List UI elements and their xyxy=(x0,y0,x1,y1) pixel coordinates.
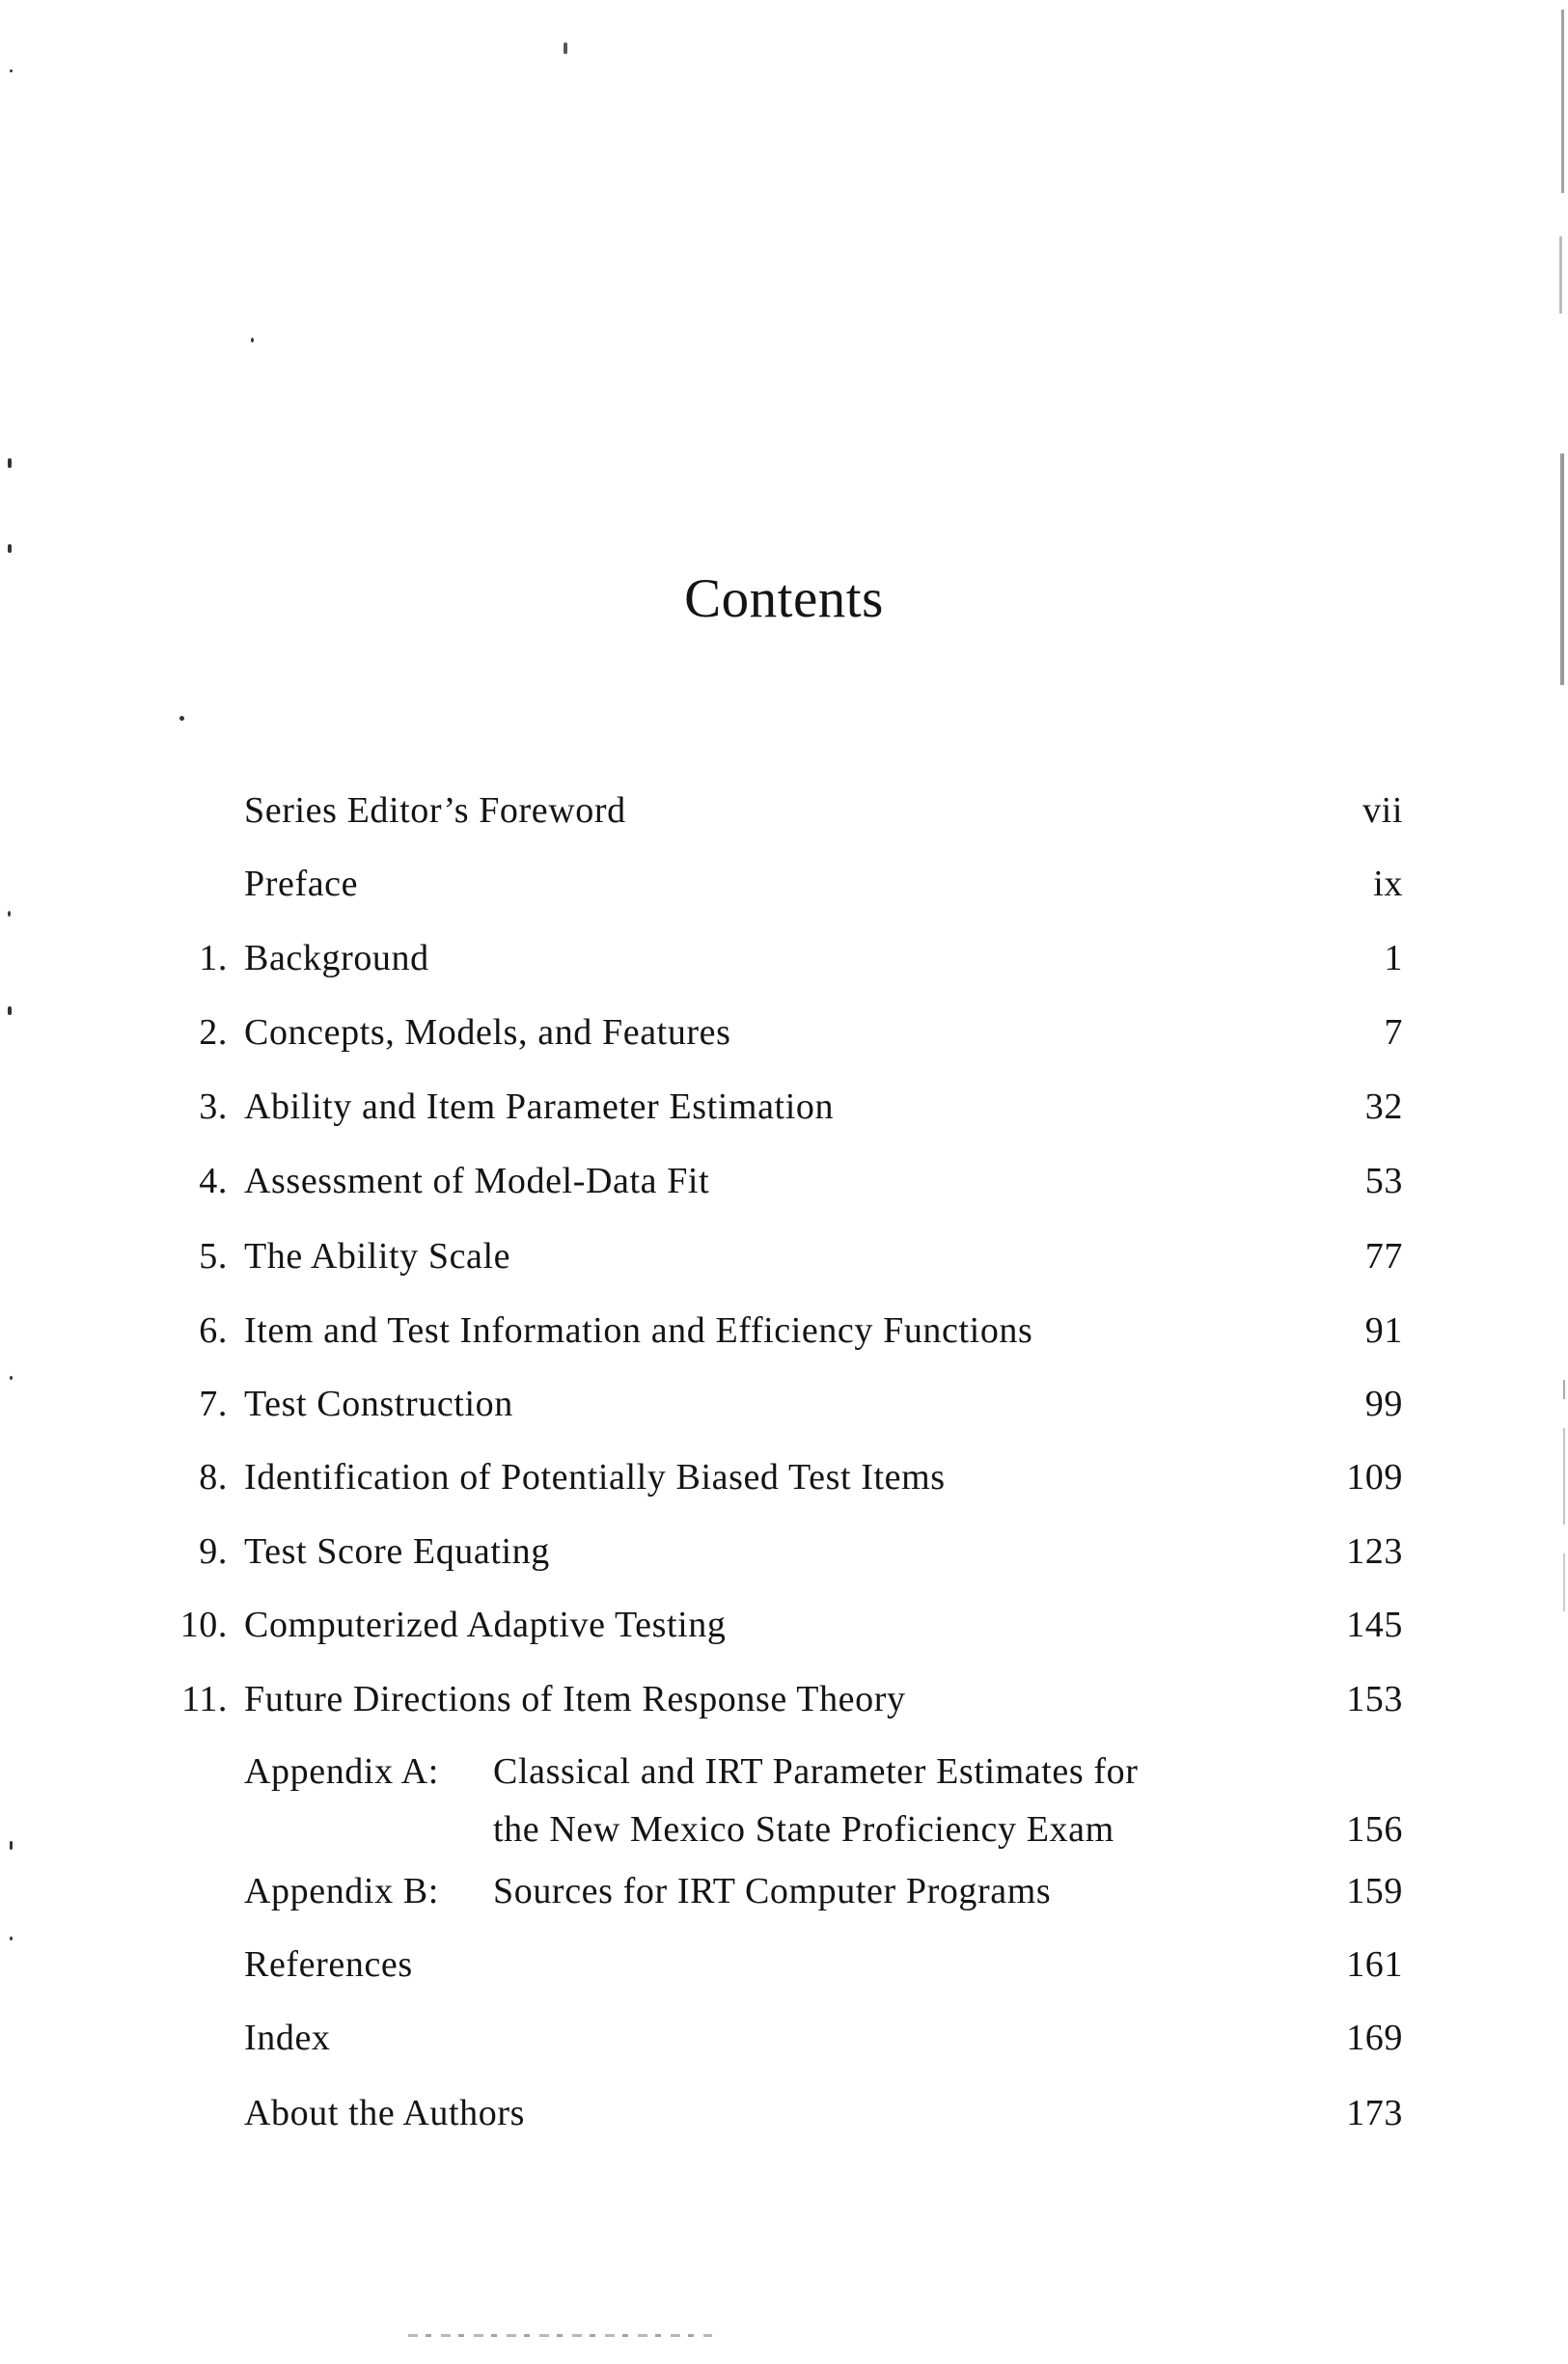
toc-entry-number: 5. xyxy=(199,1236,228,1277)
toc-entry xyxy=(0,1670,1568,1728)
toc-entry xyxy=(0,1523,1568,1581)
toc-entry-title: Identification of Potentially Biased Test Items xyxy=(244,1457,946,1498)
toc-entry xyxy=(0,1936,1568,1993)
toc-entry-title: Series Editor’s Foreword xyxy=(244,790,626,831)
page-title-text: Contents xyxy=(684,568,884,630)
toc-entry-title: Test Construction xyxy=(244,1384,513,1424)
toc-entry xyxy=(0,1078,1568,1136)
toc-entry-title: Ability and Item Parameter Estimation xyxy=(244,1086,835,1127)
appendix-b-title: Sources for IRT Computer Programs xyxy=(493,1871,1052,1911)
toc-entry-page: 169 xyxy=(1346,2018,1403,2058)
toc-entry-appendix-a xyxy=(0,1743,1568,1858)
toc-entry-page: 109 xyxy=(1346,1457,1403,1498)
toc-entry-number: 4. xyxy=(199,1161,228,1201)
scan-speck xyxy=(564,42,567,54)
toc-entry-title: Item and Test Information and Efficiency Functions xyxy=(244,1310,1033,1351)
toc-entry-page: 7 xyxy=(1384,1012,1403,1053)
toc-entry-number: 7. xyxy=(199,1384,228,1424)
page-title xyxy=(0,565,1568,633)
toc-entry-page: 161 xyxy=(1346,1944,1403,1985)
appendix-a-heading: Appendix A: xyxy=(244,1751,439,1792)
toc-entry-page: 99 xyxy=(1364,1384,1403,1424)
scan-edge-line xyxy=(1561,10,1564,193)
toc-entry-page: 91 xyxy=(1364,1310,1403,1351)
toc-entry-number: 11. xyxy=(181,1679,228,1719)
appendix-a-title-line-1: Classical and IRT Parameter Estimates for xyxy=(493,1751,1139,1792)
toc-entry-number: 2. xyxy=(199,1012,228,1053)
toc-entry xyxy=(0,2084,1568,2142)
toc-entry-title: References xyxy=(244,1944,413,1985)
toc-entry xyxy=(0,929,1568,987)
toc-entry-title: Future Directions of Item Response Theory xyxy=(244,1679,906,1719)
toc-entry-page: 53 xyxy=(1364,1161,1403,1201)
toc-entry-page: 159 xyxy=(1346,1871,1403,1911)
toc-entry-title: Computerized Adaptive Testing xyxy=(244,1605,727,1645)
toc-entry-title: Assessment of Model-Data Fit xyxy=(244,1161,710,1201)
toc-entry-title: Concepts, Models, and Features xyxy=(244,1012,731,1053)
toc-entry xyxy=(0,1375,1568,1433)
toc-entry xyxy=(0,2009,1568,2067)
toc-entry xyxy=(0,1596,1568,1654)
toc-entry-title: The Ability Scale xyxy=(244,1236,511,1277)
toc-entry-page: 123 xyxy=(1346,1531,1403,1572)
toc-entry-appendix-b xyxy=(0,1862,1568,1920)
toc-entry-page: 173 xyxy=(1346,2093,1403,2133)
toc-entry-title: Test Score Equating xyxy=(244,1531,550,1572)
toc-entry-page: vii xyxy=(1362,790,1403,831)
toc-entry xyxy=(0,855,1568,913)
toc-entry xyxy=(0,1448,1568,1506)
scan-speck xyxy=(251,338,254,343)
toc-entry-number: 6. xyxy=(199,1310,228,1351)
toc-entry-page: 153 xyxy=(1346,1679,1403,1719)
toc-entry-page: 32 xyxy=(1364,1086,1403,1127)
toc-entry-title: Index xyxy=(244,2018,331,2058)
toc-entry-number: 3. xyxy=(199,1086,228,1127)
toc-entry-number: 8. xyxy=(199,1457,228,1498)
scan-speck xyxy=(8,544,12,553)
toc-entry-page: 77 xyxy=(1364,1236,1403,1277)
toc-entry xyxy=(0,1227,1568,1285)
toc-entry xyxy=(0,1152,1568,1210)
toc-entry-number: 10. xyxy=(179,1605,228,1645)
toc-entry-title: Preface xyxy=(244,864,359,904)
toc-entry-page: ix xyxy=(1373,864,1403,904)
toc-entry xyxy=(0,782,1568,839)
appendix-a-title-line-2: the New Mexico State Proficiency Exam xyxy=(493,1809,1114,1850)
toc-entry-number: 9. xyxy=(199,1531,228,1572)
toc-entry xyxy=(0,1302,1568,1360)
toc-entry-title: About the Authors xyxy=(244,2093,525,2133)
appendix-b-heading: Appendix B: xyxy=(244,1871,439,1911)
scan-speck xyxy=(179,716,184,721)
scan-speck xyxy=(8,458,12,468)
scan-speck xyxy=(10,69,13,72)
toc-entry xyxy=(0,1003,1568,1061)
scan-footer-smudge xyxy=(408,2334,712,2337)
scan-edge-line xyxy=(1559,236,1562,314)
toc-entry-title: Background xyxy=(244,938,429,978)
toc-entry-number: 1. xyxy=(199,938,228,978)
toc-entry-page: 156 xyxy=(1346,1809,1403,1850)
toc-entry-page: 145 xyxy=(1346,1605,1403,1645)
toc-entry-page: 1 xyxy=(1384,938,1403,978)
